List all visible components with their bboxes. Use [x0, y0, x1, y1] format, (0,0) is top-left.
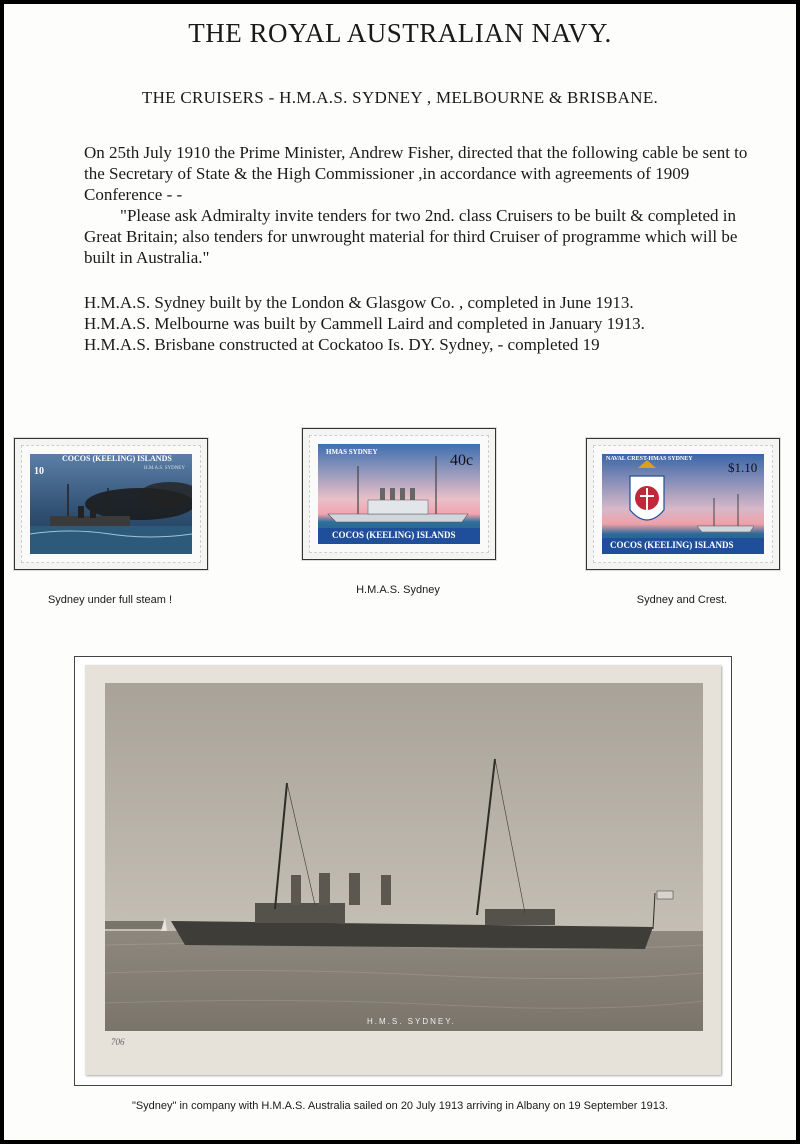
stamp-2-value: 40c	[450, 452, 474, 469]
photo-number: 706	[111, 1037, 125, 1047]
facts-list	[84, 292, 764, 355]
stamp-2-caption: H.M.A.S. Sydney	[356, 584, 440, 596]
stamp-mount-3	[586, 438, 780, 570]
stamp-1-ship-name: H.M.A.S. SYDNEY	[144, 466, 185, 471]
stamp-3-country: COCOS (KEELING) ISLANDS	[610, 540, 734, 550]
stamp-mount-1	[14, 438, 208, 570]
photo-ship-label: H.M.S. SYDNEY.	[367, 1017, 456, 1026]
stamp-mount-2	[302, 428, 496, 560]
stamp-sydney-crest	[593, 445, 773, 563]
ship-photograph	[105, 683, 703, 1031]
stamp-hmas-sydney	[309, 435, 489, 553]
page-subtitle: THE CRUISERS - H.M.A.S. SYDNEY , MELBOURNE & BRISBANE.	[141, 88, 659, 107]
fact-melbourne: H.M.A.S. Melbourne was built by Cammell Laird and completed in January 1913.	[84, 314, 645, 333]
stamp-1-value: 10	[34, 466, 44, 477]
photo-caption: "Sydney" in company with H.M.A.S. Australia sailed on 20 July 1913 arriving in Albany on 19 September 1913.	[131, 1100, 669, 1112]
stamp-3-value: $1.10	[728, 460, 758, 475]
page-title: THE ROYAL AUSTRALIAN NAVY.	[188, 18, 612, 48]
stamp-3-caption: Sydney and Crest.	[636, 594, 728, 606]
stamp-1-country: COCOS (KEELING) ISLANDS	[62, 454, 172, 463]
album-page	[4, 4, 796, 1140]
fact-sydney: H.M.A.S. Sydney built by the London & Glasgow Co. , completed in June 1913.	[84, 293, 634, 312]
admiralty-quote: "Please ask Admiralty invite tenders for two 2nd. class Cruisers to be built & completed in Great Britain; also tenders for unwrought material for third Cruiser of programme which will be built in Australia."	[84, 206, 738, 267]
stamp-2-ship-name: HMAS SYDNEY	[326, 448, 378, 456]
photo-postcard	[85, 665, 721, 1075]
cruiser-photo-image	[105, 683, 703, 1031]
fact-brisbane: H.M.A.S. Brisbane constructed at Cockatoo Is. DY. Sydney, - completed 19	[84, 335, 600, 354]
stamp-1-caption: Sydney under full steam !	[47, 594, 173, 606]
stamp-full-steam	[21, 445, 201, 563]
stamp-3-title: NAVAL CREST-HMAS SYDNEY	[606, 456, 693, 462]
stamp-2-country: COCOS (KEELING) ISLANDS	[332, 530, 456, 540]
photo-mount	[74, 656, 732, 1086]
intro-paragraph: On 25th July 1910 the Prime Minister, Andrew Fisher, directed that the following cable be sent to the Secretary of State & the High Commissioner ,in accordance with agreements of 1909 Conference - -	[84, 143, 748, 204]
